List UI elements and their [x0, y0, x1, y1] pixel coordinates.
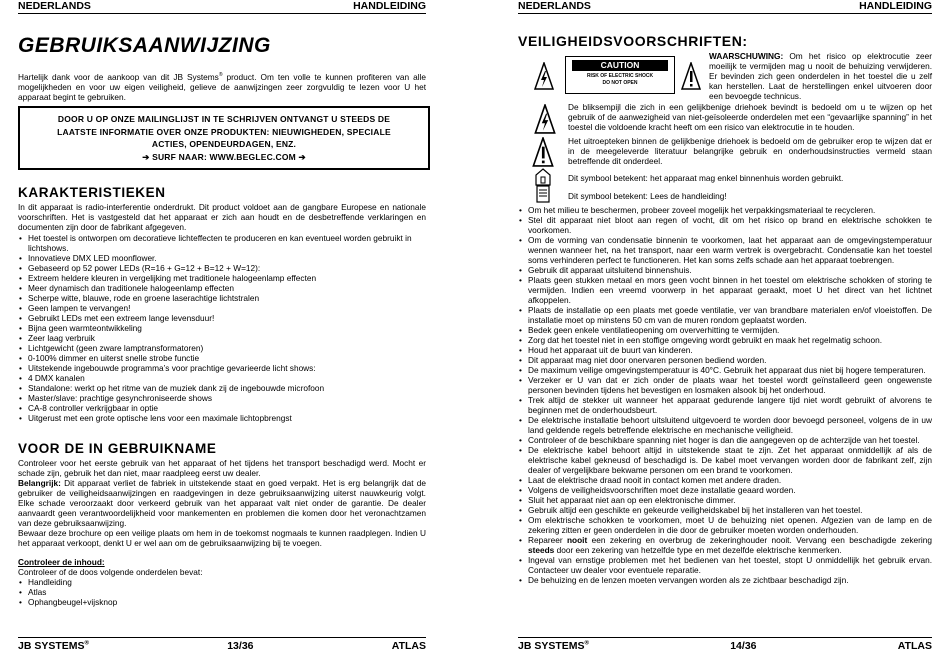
footer-page-number: 13/36: [227, 640, 254, 652]
header-language: NEDERLANDS: [18, 0, 91, 12]
footer-product: ATLAS: [391, 640, 426, 652]
safety-rule-item: • De behuizing en de lenzen moeten vervangen worden als ze zichtbaar beschadigd zijn.: [518, 575, 932, 585]
feature-item: • Bijna geen warmteontwikkeling: [18, 323, 426, 333]
caution-title: CAUTION: [572, 60, 668, 71]
safety-rule-item: • Controleer of de beschikbare spanning niet hoger is dan die aangegeven op de achterzijde van het toestel.: [518, 435, 932, 445]
contents-list: [18, 577, 318, 607]
page-header: [518, 0, 932, 14]
contents-heading: Controleer de inhoud:: [18, 557, 105, 567]
feature-item: • Zeer laag verbruik: [18, 333, 426, 343]
safety-rule-item: • Stel dit apparaat niet bloot aan regen of vocht, dit om het risico op brand en elektrische schokken te voorkomen.: [518, 215, 932, 235]
feature-item: • Gebruikt LEDs met een extreem lange levensduur!: [18, 313, 426, 323]
safety-rule-item: • Plaats de installatie op een plaats met goede ventilatie, ver van brandbare materialen en/of vloeistoffen. De installatie moet op minstens 50 cm van de muren rondom geplaatst worden.: [518, 305, 932, 325]
page-title: GEBRUIKSAANWIJZING: [18, 34, 271, 57]
safety-rule-item: • Houd het apparaat uit de buurt van kinderen.: [518, 345, 932, 355]
safety-rule-item: • Zorg dat het toestel niet in een stoffige omgeving wordt gebruikt en maak het regelmatig schoon.: [518, 335, 932, 345]
safety-rule-item: • Laat de elektrische draad nooit in contact komen met andere draden.: [518, 475, 932, 485]
feature-item: • CA-8 controller verkrijgbaar in optie: [18, 403, 426, 413]
safety-rule-item: • Om de vorming van condensatie binnenin te voorkomen, laat het apparaat aan de omgevingstemperatuur wennen wanneer het, na het transport, naar een warm vertrek is overgebracht. Condensatie kan het toestel soms verhinderen perfect te functioneren. Het kan soms zelfs schade aan het apparaat toebrengen.: [518, 235, 932, 265]
safety-rule-item: • De elektrische kabel behoort altijd in uitstekende staat te zijn. Zet het apparaat onmiddellijk af als de elektrische kabel gekneusd of beschadigd is. De kabel moet vervangen worden door de fabrikant zelf, zijn dealer of vergelijkbare bekwame personen om een brand te voorkomen.: [518, 445, 932, 475]
mailing-list-url: ➔ SURF NAAR: WWW.BEGLEC.COM ➔: [142, 151, 306, 162]
warning-paragraph: WAARSCHUWING: Om het risico op elektrocutie zeer moeilijk te vermijden mag u nooit de behuizing verwijderen. Er bevinden zich geen onderdelen in het toestel die u zelf kan herstellen. Laat de herstellingen enkel uitvoeren door een bevoegde technicus.: [709, 51, 932, 101]
page-14: [518, 0, 932, 654]
feature-item: • Uitgerust met een grote optische lens voor een maximale lichtopbrengst: [18, 413, 426, 423]
mailing-list-box: [18, 106, 430, 170]
feature-item: • Het toestel is ontworpen om decoratieve lichteffecten te produceren en kan eventueel worden gebruikt in lichtshows.: [18, 233, 426, 253]
contents-intro: Controleer of de doos volgende onderdelen bevat:: [18, 567, 203, 577]
header-doc-type: HANDLEIDING: [353, 0, 426, 12]
feature-item: • Innovatieve DMX LED moonflower.: [18, 253, 426, 263]
header-doc-type: HANDLEIDING: [859, 0, 932, 12]
safety-rule-item: • De maximum veilige omgevingstemperatuur is 40°C. Gebruik het apparaat dus niet bij hogere temperaturen.: [518, 365, 932, 375]
before-use-paragraph-1: Controleer voor het eerste gebruik van het apparaat of het tijdens het transport beschadigd werd. Mocht er schade zijn, gebruik het dan niet, maar raadpleeg eerst uw dealer.: [18, 458, 426, 478]
manual-symbol-text: Dit symbool betekent: Lees de handleiding!: [568, 191, 727, 201]
safety-rule-item: • Plaats geen stukken metaal en mors geen vocht binnen in het toestel om elektrische schokken of storing te vermijden. Indien een vreemd voorwerp in het apparaat geraakt, moet U het direct van het lichtnet afkoppelen.: [518, 275, 932, 305]
safety-rule-item: • Repareer nooit een zekering en overbrug de zekeringhouder nooit. Vervang een beschadigde zekering steeds door een zekering van hetzelfde type en met dezelfde elektrische kenmerken.: [518, 535, 932, 555]
page-footer: [518, 637, 932, 654]
feature-item: • Geen lampen te vervangen!: [18, 303, 426, 313]
manual-book-icon: [535, 185, 551, 203]
intro-paragraph: Hartelijk dank voor de aankoop van dit JB Systems® product. Om ten volle te kunnen profiteren van alle mogelijkheden en voor uw eigen veiligheid, gelieve de aanwijzingen zeer zorgvuldig te lezen voor U het apparaat begint te gebruiken.: [18, 71, 426, 102]
lightning-bolt-icon: [534, 62, 554, 90]
safety-rule-item: • Verzeker er U van dat er zich onder de plaats waar het toestel wordt geïnstalleerd geen ongewenste personen bevinden tijdens het bevestigen en losmaken alsook bij het onderhoud.: [518, 375, 932, 395]
page-footer: [18, 637, 426, 654]
caution-subtitle-1: RISK OF ELECTRIC SHOCK: [586, 73, 654, 79]
before-use-heading: VOOR DE IN GEBRUIKNAME: [18, 441, 217, 456]
feature-item: • Master/slave: prachtige gesynchroniseerde shows: [18, 393, 426, 403]
safety-rule-item: • Om het milieu te beschermen, probeer zoveel mogelijk het verpakkingsmateriaal te recycleren.: [518, 205, 932, 215]
safety-rule-item: • Volgens de veiligheidsvoorschriften moet deze installatie geaard worden.: [518, 485, 932, 495]
safety-rule-item: • Bedek geen enkele ventilatieopening om oververhitting te vermijden.: [518, 325, 932, 335]
page-13: [18, 0, 426, 654]
indoor-house-icon: [535, 168, 551, 186]
caution-subtitle-2: DO NOT OPEN: [602, 80, 638, 86]
contents-item: • Atlas: [18, 587, 318, 597]
before-use-paragraph-3: Bewaar deze brochure op een veilige plaats om hem in de toekomst nogmaals te kunnen raadplegen. Indien U het apparaat verkoopt, denkt U er wel aan om de gebruiksaanwijzing bij te voegen.: [18, 528, 426, 548]
header-language: NEDERLANDS: [518, 0, 591, 12]
safety-heading: VEILIGHEIDSVOORSCHRIFTEN:: [518, 33, 748, 49]
safety-rule-item: • Sluit het apparaat niet aan op een elektronische dimmer.: [518, 495, 932, 505]
safety-rule-item: • Trek altijd de stekker uit wanneer het apparaat gedurende langere tijd niet wordt gebruikt of alvorens te beginnen met de onderhoudsbeurt.: [518, 395, 932, 415]
lightning-bolt-icon: [534, 104, 556, 134]
mailing-list-text: DOOR U OP ONZE MAILINGLIJST IN TE SCHRIJVEN ONTVANGT U STEEDS DE LAATSTE INFORMATIE OVER ONZE PRODUKTEN: NIEUWIGHEDEN, SPECIALE ACTIES, OPENDEURDAGEN, ENZ.: [57, 114, 391, 149]
feature-item: • Gebaseerd op 52 power LEDs (R=16 + G=12 + B=12 + W=12):: [18, 263, 426, 273]
features-heading: KARAKTERISTIEKEN: [18, 185, 166, 200]
exclamation-explanation: Het uitroepteken binnen de gelijkbenige driehoek is bedoeld om de gebruiker erop te wijzen dat er in de meegeleverde literatuur belangrijke gebruik en onderhoudsinstructies vermeld staan betreffende dit onderdeel.: [568, 136, 932, 166]
feature-item: • 0-100% dimmer en uiterst snelle strobe functie: [18, 353, 426, 363]
contents-item: • Ophangbeugel+vijsknop: [18, 597, 318, 607]
feature-item: • Uitstekende ingebouwde programma’s voor prachtige gevarieerde licht shows:: [18, 363, 426, 373]
feature-item: • Lichtgewicht (geen zware lamptransformatoren): [18, 343, 426, 353]
footer-page-number: 14/36: [730, 640, 757, 652]
before-use-paragraph-2: Belangrijk: Dit apparaat verliet de fabriek in uitstekende staat en goed verpakt. Het is erg belangrijk dat de gebruiker de veiligheidsaanwijzingen en raadgevingen in deze gebruiksaanwijzing uiterst nauwkeurig volgt. Elke schade veroorzaakt door verkeerd gebruik van het apparaat valt niet onder de garantie. De dealer aanvaardt geen verantwoordelijkheid voor mankementen en problemen die komen door het veronachtzamen van deze gebruiksaanwijzing.: [18, 478, 426, 528]
feature-item: • Standalone: werkt op het ritme van de muziek dank zij de ingebouwde microfoon: [18, 383, 426, 393]
footer-brand: JB SYSTEMS®: [518, 640, 589, 652]
contents-item: • Handleiding: [18, 577, 318, 587]
safety-rules-list: [518, 205, 932, 585]
safety-rule-item: • De elektrische installatie behoort uitsluitend uitgevoerd te worden door bevoegd personeel, volgens de in uw land geldende regels betreffende elektrische en mechanische veiligheid.: [518, 415, 932, 435]
safety-rule-item: • Gebruik altijd een geschikte en gekeurde veiligheidskabel bij het installeren van het toestel.: [518, 505, 932, 515]
exclamation-triangle-icon: [530, 137, 556, 167]
features-intro: In dit apparaat is radio-interferentie onderdrukt. Dit product voldoet aan de gangbare Europese en nationale voorschriften. Het is vastgesteld dat het apparaat er zich aan houdt en de desbetreffende verklaringen en documenten zijn door de fabrikant afgegeven.: [18, 202, 426, 232]
feature-item: • Scherpe witte, blauwe, rode en groene laserachtige lichtstralen: [18, 293, 426, 303]
safety-rule-item: • Ingeval van ernstige problemen met het bedienen van het toestel, stopt U onmiddellijk het gebruik ervan. Contacteer uw dealer voor eventuele reparatie.: [518, 555, 932, 575]
safety-rule-item: • Dit apparaat mag niet door onervaren personen bediend worden.: [518, 355, 932, 365]
feature-item: • 4 DMX kanalen: [18, 373, 426, 383]
safety-rule-item: • Om elektrische schokken te voorkomen, moet U de behuizing niet openen. Afgezien van de lamp en de zekering zitten er geen onderdelen in die door de gebruiker moeten worden onderhouden.: [518, 515, 932, 535]
footer-product: ATLAS: [897, 640, 932, 652]
caution-label: [565, 56, 675, 94]
lightning-explanation: De bliksempijl die zich in een gelijkbenige driehoek bevindt is bedoeld om u te wijzen op het gebruik of de aanwezigheid van niet-geïsoleerde onderdelen met een “gevaarlijke spanning” in het toestel die voldoende kracht heeft om een risico van elektrocutie in te houden.: [568, 102, 932, 132]
footer-brand: JB SYSTEMS®: [18, 640, 89, 652]
indoor-symbol-text: Dit symbool betekent: het apparaat mag enkel binnenhuis worden gebruikt.: [568, 173, 844, 183]
exclamation-triangle-icon: [681, 62, 701, 90]
page-header: [18, 0, 426, 14]
safety-rule-item: • Gebruik dit apparaat uitsluitend binnenshuis.: [518, 265, 932, 275]
feature-item: • Extreem heldere kleuren in vergelijking met traditionele halogeenlamp effecten: [18, 273, 426, 283]
feature-item: • Meer dynamisch dan traditionele halogeenlamp effecten: [18, 283, 426, 293]
features-list: [18, 233, 426, 423]
